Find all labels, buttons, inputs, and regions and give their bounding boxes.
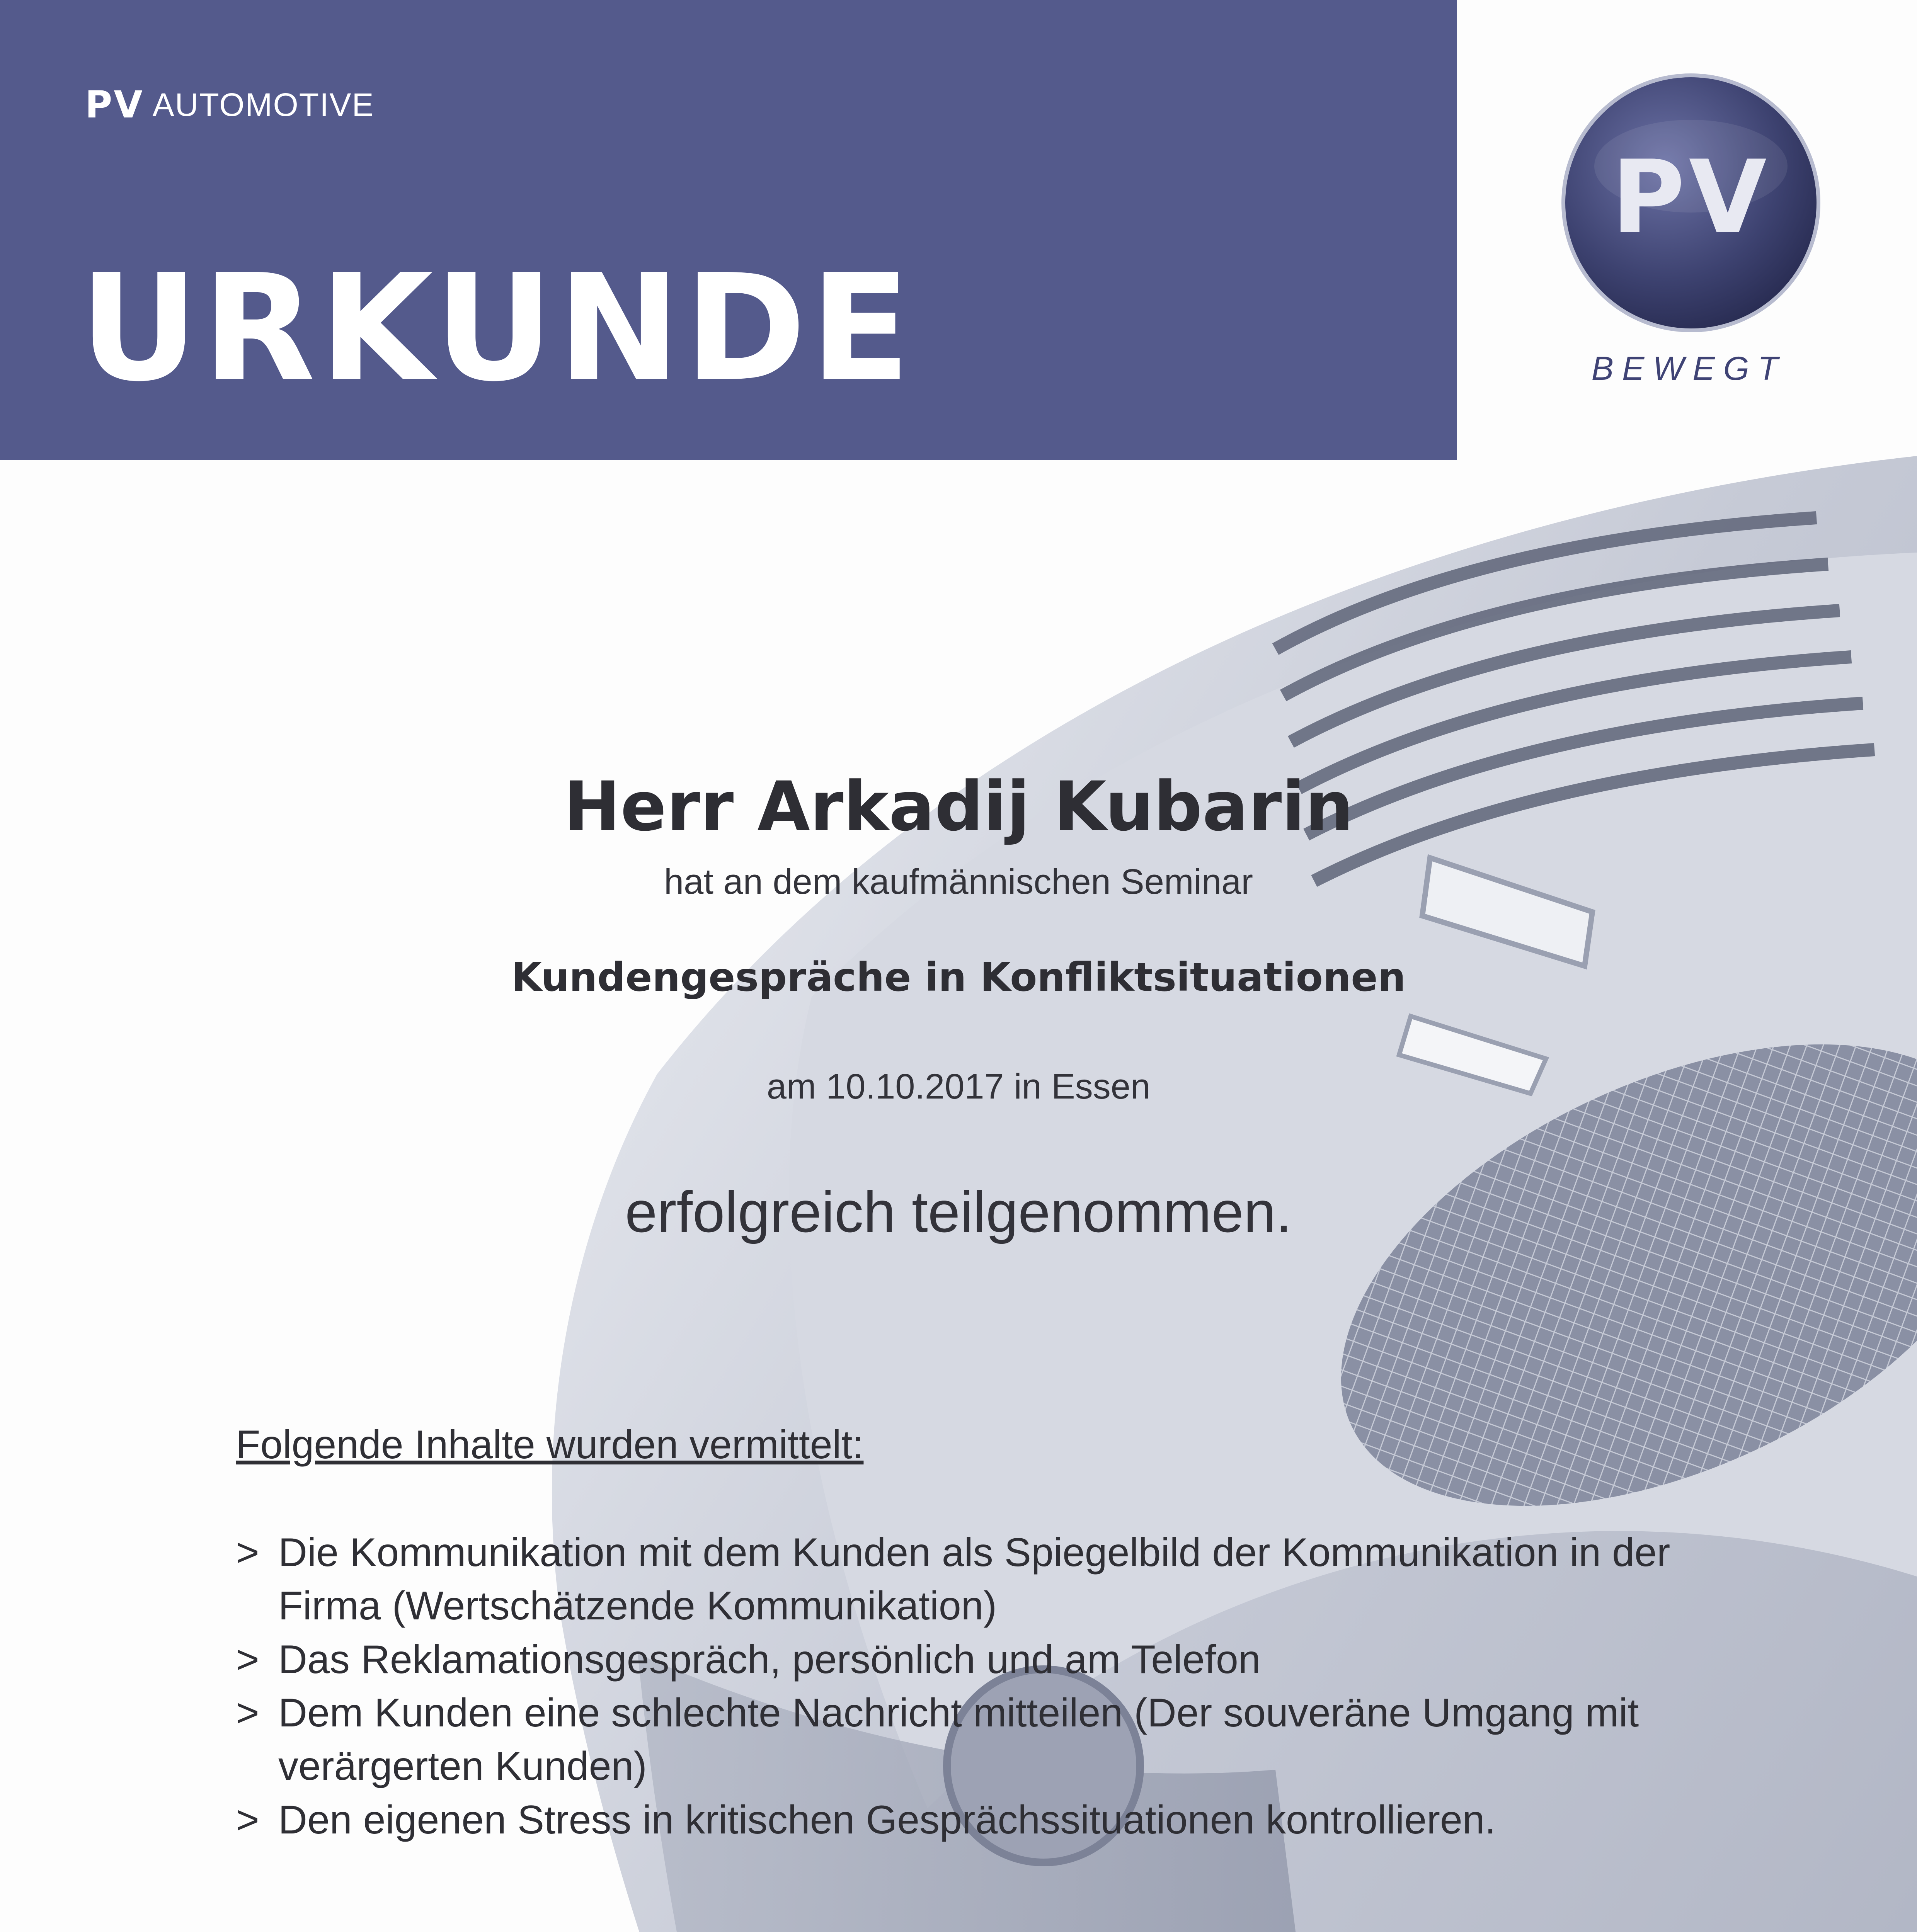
contents-heading: Folgende Inhalte wurden vermittelt: — [236, 1422, 864, 1467]
list-item-text: Dem Kunden eine schlechte Nachricht mitteilen (Der souveräne Umgang mit verärgerten Kunden) — [278, 1690, 1639, 1789]
bullet-marker: > — [236, 1530, 259, 1575]
brand-mark: PV — [85, 83, 144, 126]
brand-name: AUTOMOTIVE — [152, 86, 375, 123]
list-item-text: Die Kommunikation mit dem Kunden als Spiegelbild der Kommunikation in der Firma (Wertschätzende Kommunikation) — [278, 1530, 1670, 1629]
seminar-intro: hat an dem kaufmännischen Seminar — [664, 862, 1253, 901]
bullet-marker: > — [236, 1637, 259, 1682]
brand-logo — [85, 83, 375, 126]
bullet-marker: > — [236, 1690, 259, 1735]
list-item-text: Das Reklamationsgespräch, persönlich und am Telefon — [278, 1637, 1261, 1682]
pv-logo-badge — [1558, 70, 1824, 336]
list-item-text: Den eigenen Stress in kritischen Gesprächssituationen kontrollieren. — [278, 1797, 1496, 1842]
bullet-marker: > — [236, 1797, 259, 1842]
contents-section — [236, 1422, 1782, 1847]
logo-letters: PV — [1611, 139, 1771, 256]
completion-statement: erfolgreich teilgenommen. — [625, 1179, 1292, 1244]
recipient-name: Herr Arkadij Kubarin — [563, 767, 1354, 846]
logo-tagline: BEWEGT — [1591, 350, 1787, 387]
date-location: am 10.10.2017 in Essen — [766, 1067, 1151, 1106]
list-item — [236, 1526, 1782, 1633]
list-item — [236, 1793, 1782, 1847]
header-banner — [0, 0, 1457, 460]
list-item — [236, 1686, 1782, 1793]
document-title: URKUNDE — [79, 243, 914, 414]
list-item — [236, 1633, 1782, 1686]
seminar-title: Kundengespräche in Konfliktsituationen — [511, 954, 1406, 1000]
